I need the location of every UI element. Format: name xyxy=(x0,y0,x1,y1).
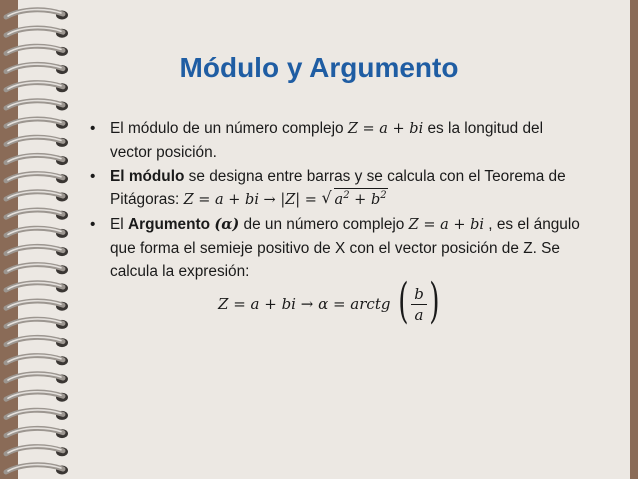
spiral-ring xyxy=(6,28,68,38)
spiral-ring xyxy=(6,374,68,384)
spiral-ring xyxy=(6,465,68,475)
math-modulus: Z = a + bi → |Z| = xyxy=(183,192,322,208)
spiral-ring xyxy=(6,10,68,20)
bullet-list xyxy=(88,117,588,284)
bullet-dot: • xyxy=(90,120,96,137)
math-z: Z = a + bi xyxy=(408,217,485,233)
spiral-ring xyxy=(6,228,68,238)
spiral-ring xyxy=(6,101,68,111)
bullet-dot: • xyxy=(90,216,96,233)
spiral-ring xyxy=(6,428,68,438)
spiral-ring xyxy=(6,210,68,220)
fraction-numerator: b xyxy=(411,284,427,305)
spiral-ring xyxy=(6,337,68,347)
spiral-ring xyxy=(6,155,68,165)
text: , es el ángulo que forma el semieje positivo de X con el vector posición de Z. Se calcula la expresión: xyxy=(110,216,580,280)
bullet-dot: • xyxy=(90,168,96,185)
spiral-ring xyxy=(6,283,68,293)
text: El xyxy=(110,216,128,233)
formula-lhs: Z = a + bi → α = arctg xyxy=(218,295,391,313)
fraction-denominator: a xyxy=(414,305,424,324)
spiral-ring xyxy=(6,173,68,183)
fraction xyxy=(411,284,427,325)
spiral-ring xyxy=(6,246,68,256)
spiral-ring xyxy=(6,446,68,456)
bold-term: Argumento xyxy=(127,216,211,233)
spiral-ring xyxy=(6,319,68,329)
right-paren: ) xyxy=(429,273,440,329)
bullet-item-modulo-def xyxy=(88,117,588,164)
spiral-ring xyxy=(6,301,68,311)
bullet-item-modulo-calc xyxy=(88,165,588,212)
text: de un número complejo xyxy=(239,216,409,233)
left-paren: ( xyxy=(398,273,409,329)
spiral-ring xyxy=(6,137,68,147)
text: es la longitud del vector posición. xyxy=(110,120,544,161)
spiral-ring xyxy=(6,192,68,202)
text: El módulo de un número complejo xyxy=(110,120,348,137)
spiral-ring xyxy=(6,392,68,402)
argument-formula xyxy=(218,273,444,329)
bold-term: El módulo xyxy=(110,168,185,185)
sqrt-expression: √ $a^2 + b^2$ xyxy=(322,188,388,212)
spiral-ring xyxy=(6,355,68,365)
slide-title: Módulo y Argumento xyxy=(179,52,459,83)
math-z: Z = a + bi xyxy=(347,121,424,137)
bullet-item-argumento xyxy=(88,213,588,283)
spiral-ring xyxy=(6,119,68,129)
math-alpha: (α) xyxy=(214,216,240,233)
text: se designa entre barras y se calcula con el Teorema de Pitágoras: xyxy=(110,168,566,208)
spiral-ring xyxy=(6,264,68,274)
spiral-ring xyxy=(6,410,68,420)
